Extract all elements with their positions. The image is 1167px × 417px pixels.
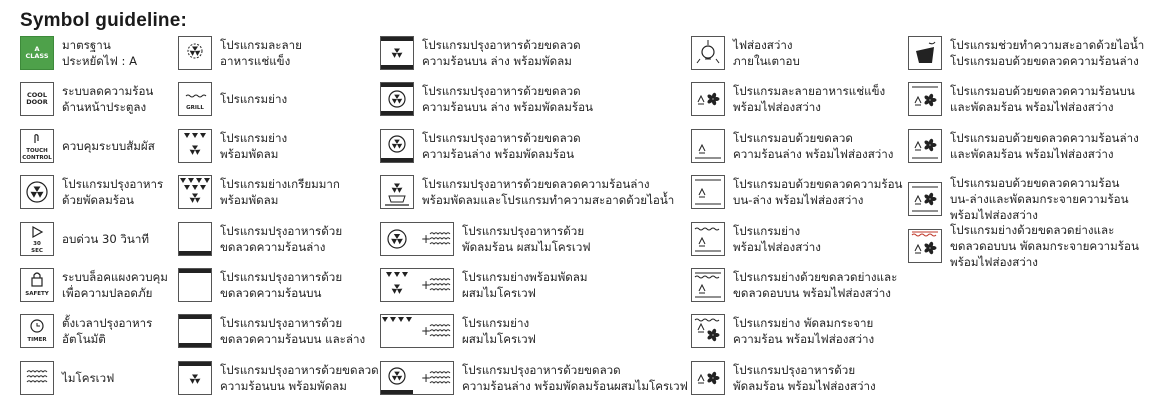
symbol-item (691, 82, 885, 116)
symbol-label: โปรแกรมย่างเกรียมมาก พร้อมพัดลม (220, 177, 340, 208)
safety-lock-icon (20, 268, 54, 302)
defrost-light-icon (691, 82, 725, 116)
symbol-label: โปรแกรมปรุงอาหารด้วยขดลวด ความร้อนล่าง พร้อมพัดลมร้อนผสมไมโครเวฟ (462, 362, 688, 393)
symbol-item (691, 129, 893, 163)
symbol-item (908, 36, 1144, 70)
svg-text:+: + (421, 278, 432, 292)
double-grill-fan-light-icon (908, 229, 942, 263)
symbol-item (20, 222, 149, 256)
top-bottom-fan-light-icon (908, 182, 942, 216)
symbol-label: ไฟส่องสว่าง ภายในเตาอบ (733, 38, 800, 68)
symbol-label: โปรแกรมช่วยทำความสะอาดด้วยไอน้ำ โปรแกรมอบด้วยขดลวดความร้อนล่าง (950, 38, 1145, 68)
symbol-item (691, 175, 902, 209)
grill-microwave-icon (380, 314, 454, 348)
quick-start-30-sec-icon (20, 222, 54, 256)
symbol-item (380, 314, 536, 348)
microwave-icon (20, 361, 54, 395)
grill-fan-light-icon (691, 314, 725, 348)
symbol-label: ควบคุมระบบสัมผัส (62, 138, 155, 153)
symbol-label: อบด่วน 30 วินาที (62, 231, 149, 246)
grill-icon (178, 82, 212, 116)
icon-caption: SAFETY (25, 290, 49, 297)
symbol-label: โปรแกรมย่าง ผสมไมโครเวฟ (462, 316, 536, 347)
symbol-label: โปรแกรมอบด้วยขดลวดความร้อนบน และพัดลมร้อน พร้อมไฟส่องสว่าง (950, 84, 1135, 115)
energy-class-a-icon (20, 36, 54, 70)
symbol-item (20, 82, 153, 116)
hot-air-microwave-icon (380, 222, 454, 256)
symbol-label: โปรแกรมย่างด้วยขดลวดย่างและ ขดลวดอบบน พัดลมกระจายความร้อน พร้อมไฟส่องสว่าง (950, 222, 1139, 269)
symbol-label: ไมโครเวฟ (62, 370, 115, 385)
symbol-label: โปรแกรมย่างพร้อมพัดลม ผสมไมโครเวฟ (462, 270, 588, 300)
symbol-item (178, 268, 342, 302)
symbol-item (178, 175, 340, 209)
symbol-label: โปรแกรมอบด้วยขดลวดความร้อน บน-ล่างและพัดลมกระจายความร้อน พร้อมไฟส่องสว่าง (950, 176, 1129, 223)
symbol-label: โปรแกรมปรุงอาหารด้วย ขดลวดความร้อนล่าง (220, 223, 343, 254)
symbol-label: โปรแกรมอบด้วยขดลวดความร้อนล่าง และพัดลมร้อน พร้อมไฟส่องสว่าง (950, 130, 1139, 161)
symbol-item (20, 36, 137, 70)
bottom-hot-air-microwave-icon (380, 361, 454, 395)
symbol-label: ตั้งเวลาปรุงอาหาร อัตโนมัติ (62, 316, 153, 347)
symbol-label: ระบบลดความร้อน ด้านหน้าประตูลง (62, 84, 154, 115)
oven-light-icon (691, 36, 725, 70)
icon-caption: TOUCH CONTROL (22, 147, 52, 161)
top-hot-air-light-icon (908, 82, 942, 116)
symbol-item (908, 82, 1135, 116)
icon-caption: GRILL (186, 104, 204, 111)
steam-clean-icon (908, 36, 942, 70)
grill-fan-icon (178, 129, 212, 163)
intensive-grill-fan-icon (178, 175, 212, 209)
symbol-label: โปรแกรมอบด้วยขดลวดความร้อน บน-ล่าง พร้อมไฟส่องสว่าง (733, 177, 903, 208)
cool-door-icon (20, 82, 54, 116)
grill-fan-microwave-icon (380, 268, 454, 302)
bottom-heat-light-icon (691, 129, 725, 163)
symbol-item (691, 222, 821, 256)
symbol-item (178, 314, 365, 348)
icon-caption: A CLASS (25, 45, 49, 60)
top-heat-fan-icon (178, 361, 212, 395)
bottom-heat-icon (178, 222, 212, 256)
top-bottom-hot-air-icon (380, 82, 414, 116)
symbol-item (380, 268, 588, 302)
symbol-item (178, 222, 342, 256)
symbol-label: โปรแกรมปรุงอาหาร ด้วยพัดลมร้อน (62, 177, 164, 208)
svg-text:+: + (421, 370, 432, 385)
symbol-item (178, 82, 287, 116)
top-heat-icon (178, 268, 212, 302)
top-bottom-heat-light-icon (691, 175, 725, 209)
symbol-label: โปรแกรมย่าง พัดลมกระจาย ความร้อน พร้อมไฟส่องสว่าง (733, 316, 875, 347)
symbol-label: โปรแกรมย่าง (220, 92, 288, 107)
hot-air-fan-icon (20, 175, 54, 209)
bottom-fan-steam-clean-icon (380, 175, 414, 209)
symbol-label: โปรแกรมปรุงอาหารด้วยขดลวด ความร้อนบน ล่าง พร้อมพัดลม (422, 38, 581, 68)
symbol-label: โปรแกรมย่าง พร้อมไฟส่องสว่าง (733, 223, 821, 254)
symbol-item (20, 268, 168, 302)
symbol-label: โปรแกรมปรุงอาหารด้วยขดลวดความร้อนล่าง พร้อมพัดลมและโปรแกรมทำความสะอาดด้วยไอน้ำ (422, 177, 675, 208)
svg-text:+: + (421, 231, 432, 246)
symbol-label: โปรแกรมปรุงอาหารด้วย ขดลวดความร้อนบน (220, 270, 343, 300)
grill-light-icon (691, 222, 725, 256)
icon-caption: TIMER (27, 336, 47, 343)
symbol-item (691, 361, 876, 395)
symbol-label: โปรแกรมย่างด้วยขดลวดย่างและ ขดลวดอบบน พร้อมไฟส่องสว่าง (733, 270, 898, 300)
symbol-label: โปรแกรมละลาย อาหารแช่แข็ง (220, 38, 302, 68)
symbol-label: โปรแกรมปรุงอาหารด้วยขดลวด ความร้อนบน พร้อมพัดลม (220, 362, 379, 393)
symbol-item (908, 222, 1139, 270)
symbol-item (691, 268, 897, 302)
symbol-label: โปรแกรมปรุงอาหารด้วย พัดลมร้อน ผสมไมโครเวฟ (462, 223, 591, 254)
symbol-item (20, 361, 114, 395)
bottom-hot-air-icon (380, 129, 414, 163)
symbol-item (178, 129, 287, 163)
bottom-hot-air-light-icon (908, 129, 942, 163)
symbol-label: โปรแกรมปรุงอาหารด้วย ขดลวดความร้อนบน และล่าง (220, 316, 366, 347)
svg-text:+: + (421, 324, 432, 339)
top-bottom-heat-icon (178, 314, 212, 348)
symbol-item (178, 361, 379, 395)
page-title: Symbol guideline: (20, 10, 188, 31)
defrost-icon (178, 36, 212, 70)
symbol-label: โปรแกรมปรุงอาหารด้วยขดลวด ความร้อนบน ล่าง พร้อมพัดลมร้อน (422, 84, 593, 115)
symbol-item (20, 314, 152, 348)
symbol-item (178, 36, 302, 70)
symbol-item (20, 175, 163, 209)
symbol-item (380, 82, 593, 116)
hot-air-light-icon (691, 361, 725, 395)
symbol-item (908, 129, 1139, 163)
symbol-item (380, 129, 581, 163)
symbol-label: โปรแกรมปรุงอาหารด้วยขดลวด ความร้อนล่าง พร้อมพัดลมร้อน (422, 130, 581, 161)
touch-control-icon (20, 129, 54, 163)
symbol-label: โปรแกรมอบด้วยขดลวด ความร้อนล่าง พร้อมไฟส่องสว่าง (733, 130, 894, 161)
symbol-item (908, 175, 1129, 223)
top-bottom-fan-icon (380, 36, 414, 70)
symbol-item (380, 222, 591, 256)
symbol-item (380, 175, 674, 209)
symbol-item (20, 129, 155, 163)
double-grill-light-icon (691, 268, 725, 302)
symbol-label: ระบบล็อคแผงควบคุม เพื่อความปลอดภัย (62, 270, 168, 300)
icon-caption: COOL DOOR (26, 91, 48, 107)
symbol-item (380, 361, 688, 395)
symbol-label: โปรแกรมปรุงอาหารด้วย พัดลมร้อน พร้อมไฟส่องสว่าง (733, 362, 876, 393)
symbol-item (691, 314, 874, 348)
timer-icon (20, 314, 54, 348)
symbol-label: โปรแกรมย่าง พร้อมพัดลม (220, 130, 288, 161)
symbol-item (691, 36, 800, 70)
symbol-label: โปรแกรมละลายอาหารแช่แข็ง พร้อมไฟส่องสว่าง (733, 84, 886, 115)
symbol-label: มาตรฐาน ประหยัดไฟ : A (62, 38, 138, 68)
icon-caption: 30 SEC (31, 240, 43, 254)
symbol-item (380, 36, 581, 70)
